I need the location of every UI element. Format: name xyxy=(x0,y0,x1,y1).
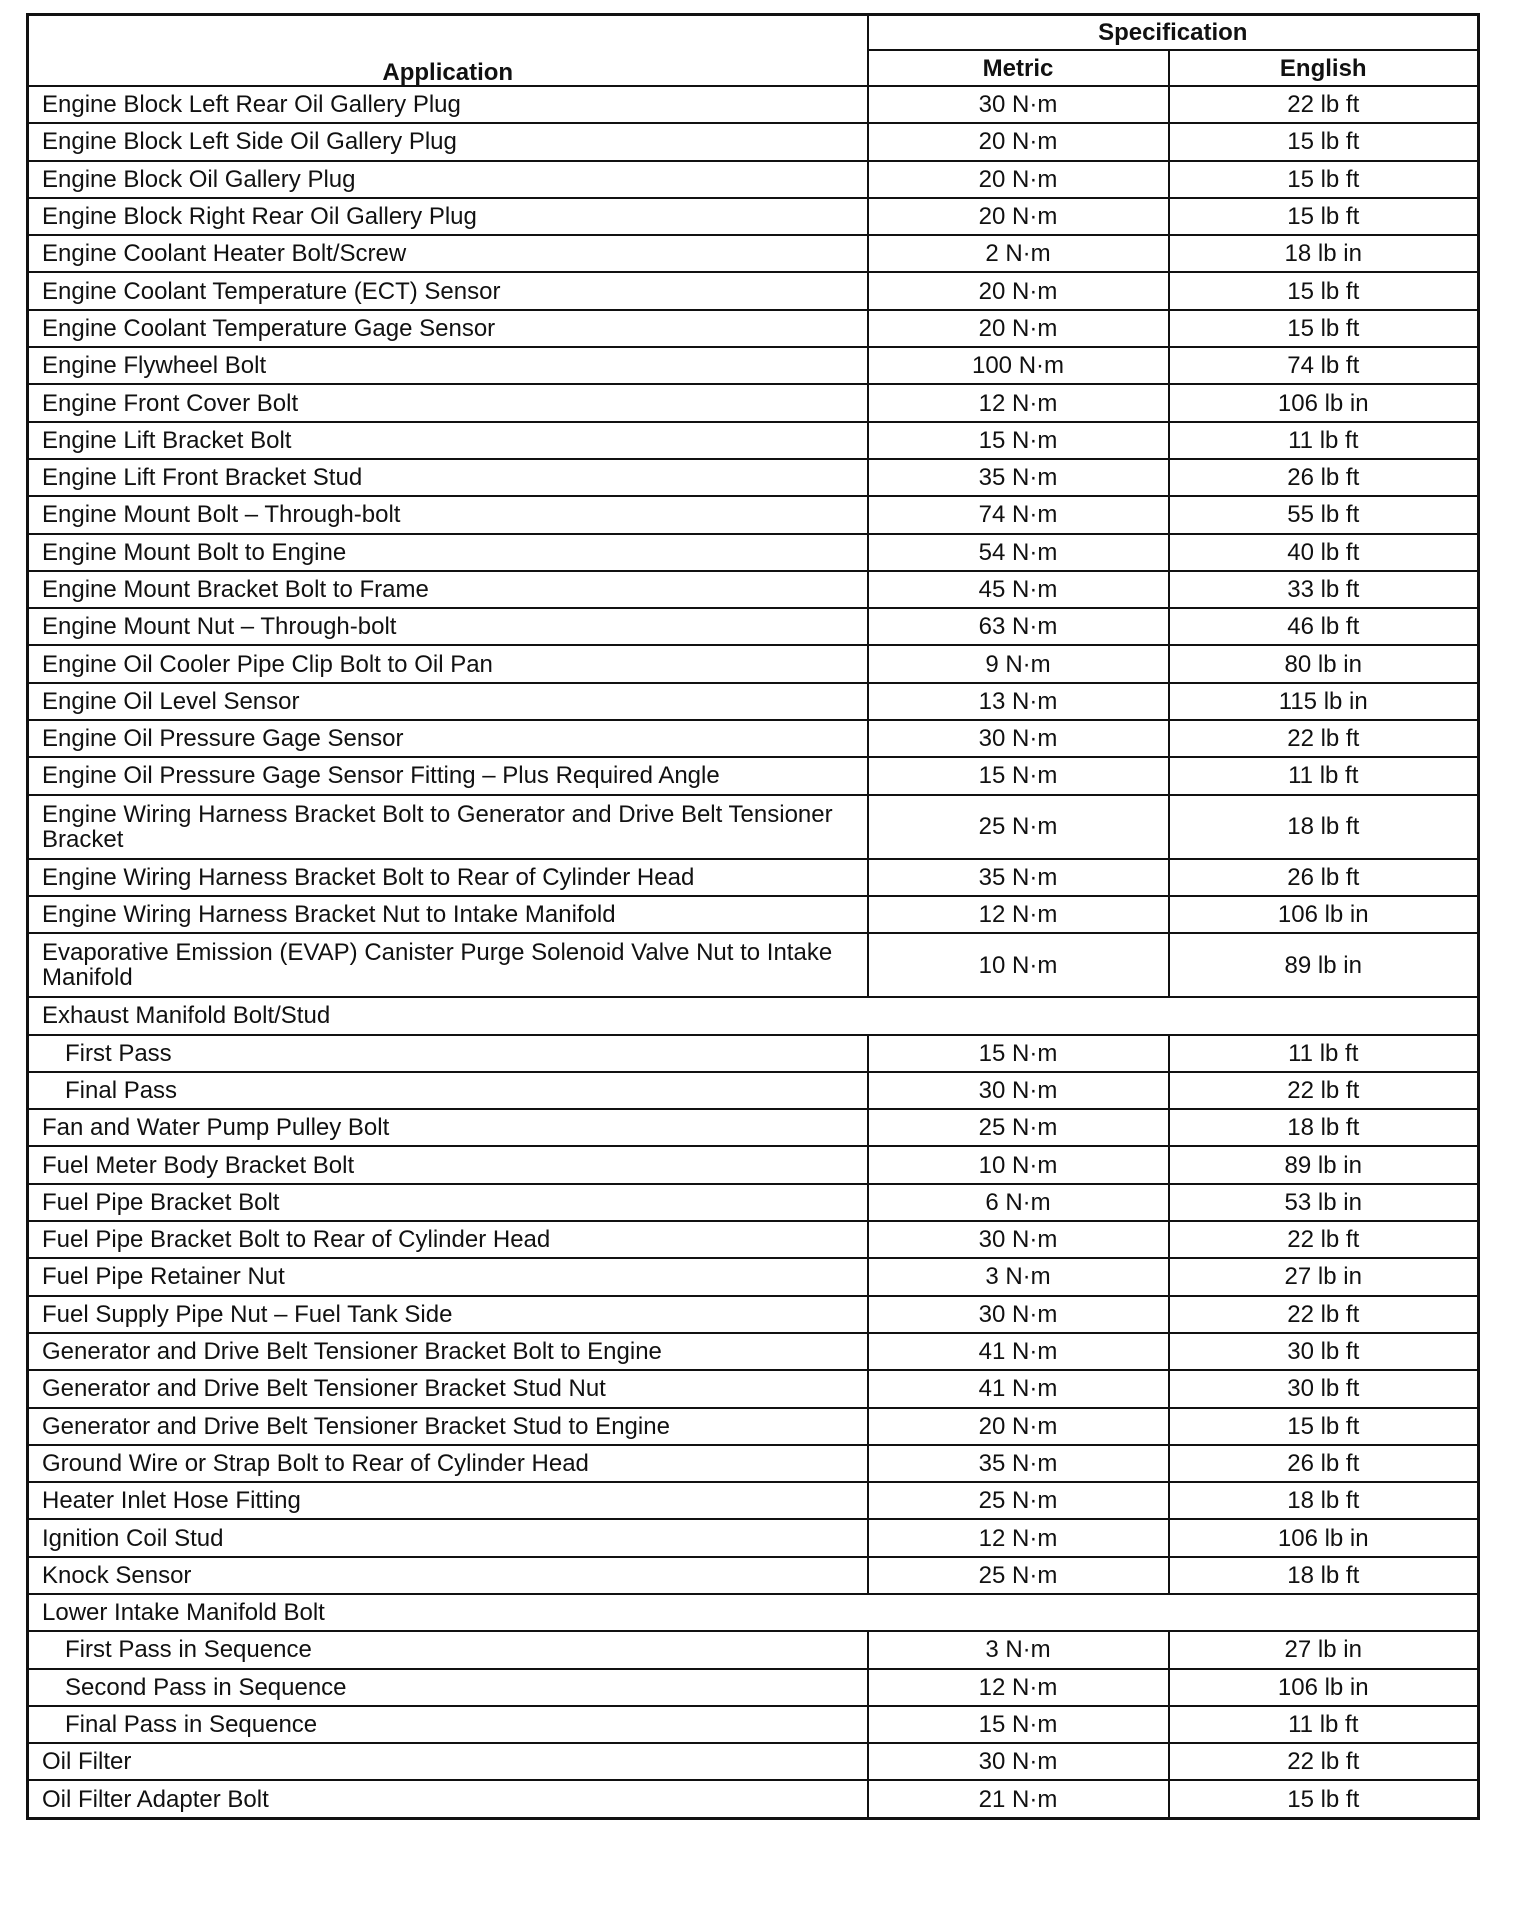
english-cell: 15 lb ft xyxy=(1169,272,1479,309)
metric-cell: 35 N·m xyxy=(868,1445,1169,1482)
table-row xyxy=(28,859,1479,896)
metric-cell: 41 N·m xyxy=(868,1333,1169,1370)
table-row xyxy=(28,1557,1479,1594)
group-heading-cell: Exhaust Manifold Bolt/Stud xyxy=(28,997,1479,1034)
english-cell: 11 lb ft xyxy=(1169,757,1479,794)
table-row xyxy=(28,608,1479,645)
table-row xyxy=(28,757,1479,794)
column-header-application: Application xyxy=(28,15,868,87)
english-cell: 18 lb ft xyxy=(1169,1557,1479,1594)
table-row xyxy=(28,1706,1479,1743)
metric-cell: 15 N·m xyxy=(868,422,1169,459)
table-row xyxy=(28,1296,1479,1333)
column-header-metric: Metric xyxy=(868,50,1169,86)
application-cell: Fuel Pipe Bracket Bolt to Rear of Cylinder Head xyxy=(28,1221,868,1258)
english-cell: 53 lb in xyxy=(1169,1184,1479,1221)
application-cell: Engine Oil Pressure Gage Sensor xyxy=(28,720,868,757)
english-cell: 15 lb ft xyxy=(1169,1780,1479,1818)
application-cell: Engine Oil Pressure Gage Sensor Fitting – Plus Required Angle xyxy=(28,757,868,794)
english-cell: 18 lb ft xyxy=(1169,1109,1479,1146)
application-cell: Engine Flywheel Bolt xyxy=(28,347,868,384)
metric-cell: 20 N·m xyxy=(868,123,1169,160)
metric-cell: 10 N·m xyxy=(868,1146,1169,1183)
application-cell: Engine Wiring Harness Bracket Bolt to Rear of Cylinder Head xyxy=(28,859,868,896)
application-cell: Evaporative Emission (EVAP) Canister Purge Solenoid Valve Nut to Intake Manifold xyxy=(28,933,868,997)
application-cell: Oil Filter xyxy=(28,1743,868,1780)
application-cell: Fan and Water Pump Pulley Bolt xyxy=(28,1109,868,1146)
application-cell: Engine Lift Front Bracket Stud xyxy=(28,459,868,496)
application-cell: Engine Block Left Side Oil Gallery Plug xyxy=(28,123,868,160)
english-cell: 106 lb in xyxy=(1169,896,1479,933)
table-row xyxy=(28,645,1479,682)
application-cell: Ignition Coil Stud xyxy=(28,1519,868,1556)
table-row xyxy=(28,235,1479,272)
application-cell: Fuel Supply Pipe Nut – Fuel Tank Side xyxy=(28,1296,868,1333)
metric-cell: 25 N·m xyxy=(868,1557,1169,1594)
metric-cell: 20 N·m xyxy=(868,310,1169,347)
torque-spec-table xyxy=(26,13,1480,1820)
application-cell: Engine Front Cover Bolt xyxy=(28,384,868,421)
metric-cell: 3 N·m xyxy=(868,1258,1169,1295)
table-row xyxy=(28,86,1479,123)
metric-cell: 3 N·m xyxy=(868,1631,1169,1668)
table-row xyxy=(28,1109,1479,1146)
application-cell: Engine Oil Level Sensor xyxy=(28,683,868,720)
application-cell: Final Pass xyxy=(28,1072,868,1109)
english-cell: 15 lb ft xyxy=(1169,123,1479,160)
english-cell: 106 lb in xyxy=(1169,1669,1479,1706)
application-cell: First Pass in Sequence xyxy=(28,1631,868,1668)
table-row xyxy=(28,496,1479,533)
english-cell: 18 lb ft xyxy=(1169,1482,1479,1519)
metric-cell: 35 N·m xyxy=(868,459,1169,496)
metric-cell: 9 N·m xyxy=(868,645,1169,682)
english-cell: 15 lb ft xyxy=(1169,161,1479,198)
english-cell: 33 lb ft xyxy=(1169,571,1479,608)
metric-cell: 20 N·m xyxy=(868,1408,1169,1445)
metric-cell: 20 N·m xyxy=(868,272,1169,309)
table-row xyxy=(28,1669,1479,1706)
application-cell: Heater Inlet Hose Fitting xyxy=(28,1482,868,1519)
metric-cell: 30 N·m xyxy=(868,1743,1169,1780)
table-row xyxy=(28,795,1479,859)
table-row xyxy=(28,422,1479,459)
application-cell: Engine Mount Bracket Bolt to Frame xyxy=(28,571,868,608)
application-cell: Fuel Pipe Retainer Nut xyxy=(28,1258,868,1295)
application-cell: Engine Mount Bolt to Engine xyxy=(28,534,868,571)
application-cell: Engine Block Left Rear Oil Gallery Plug xyxy=(28,86,868,123)
table-row xyxy=(28,1519,1479,1556)
application-cell: Generator and Drive Belt Tensioner Bracket Stud to Engine xyxy=(28,1408,868,1445)
table-row xyxy=(28,123,1479,160)
english-cell: 40 lb ft xyxy=(1169,534,1479,571)
english-cell: 22 lb ft xyxy=(1169,1072,1479,1109)
application-cell: Engine Coolant Temperature Gage Sensor xyxy=(28,310,868,347)
english-cell: 30 lb ft xyxy=(1169,1370,1479,1407)
metric-cell: 41 N·m xyxy=(868,1370,1169,1407)
metric-cell: 30 N·m xyxy=(868,1296,1169,1333)
english-cell: 74 lb ft xyxy=(1169,347,1479,384)
english-cell: 22 lb ft xyxy=(1169,1221,1479,1258)
english-cell: 15 lb ft xyxy=(1169,1408,1479,1445)
metric-cell: 25 N·m xyxy=(868,1109,1169,1146)
metric-cell: 20 N·m xyxy=(868,198,1169,235)
english-cell: 15 lb ft xyxy=(1169,198,1479,235)
application-cell: Fuel Meter Body Bracket Bolt xyxy=(28,1146,868,1183)
english-cell: 106 lb in xyxy=(1169,1519,1479,1556)
application-cell: Ground Wire or Strap Bolt to Rear of Cylinder Head xyxy=(28,1445,868,1482)
table-row xyxy=(28,1072,1479,1109)
application-cell: Engine Coolant Heater Bolt/Screw xyxy=(28,235,868,272)
group-row xyxy=(28,997,1479,1034)
table-row xyxy=(28,933,1479,997)
application-cell: Engine Lift Bracket Bolt xyxy=(28,422,868,459)
application-cell: First Pass xyxy=(28,1035,868,1072)
table-row xyxy=(28,534,1479,571)
table-row xyxy=(28,459,1479,496)
metric-cell: 30 N·m xyxy=(868,1221,1169,1258)
table-row xyxy=(28,1333,1479,1370)
metric-cell: 25 N·m xyxy=(868,795,1169,859)
metric-cell: 54 N·m xyxy=(868,534,1169,571)
english-cell: 22 lb ft xyxy=(1169,720,1479,757)
english-cell: 30 lb ft xyxy=(1169,1333,1479,1370)
table-row xyxy=(28,310,1479,347)
english-cell: 27 lb in xyxy=(1169,1258,1479,1295)
metric-cell: 45 N·m xyxy=(868,571,1169,608)
metric-cell: 74 N·m xyxy=(868,496,1169,533)
metric-cell: 12 N·m xyxy=(868,384,1169,421)
english-cell: 18 lb ft xyxy=(1169,795,1479,859)
application-cell: Fuel Pipe Bracket Bolt xyxy=(28,1184,868,1221)
metric-cell: 6 N·m xyxy=(868,1184,1169,1221)
english-cell: 89 lb in xyxy=(1169,1146,1479,1183)
application-cell: Engine Coolant Temperature (ECT) Sensor xyxy=(28,272,868,309)
table-row xyxy=(28,384,1479,421)
metric-cell: 15 N·m xyxy=(868,757,1169,794)
english-cell: 22 lb ft xyxy=(1169,1296,1479,1333)
application-cell: Engine Mount Bolt – Through-bolt xyxy=(28,496,868,533)
table-row xyxy=(28,1482,1479,1519)
table-row xyxy=(28,198,1479,235)
table-row xyxy=(28,1184,1479,1221)
metric-cell: 30 N·m xyxy=(868,86,1169,123)
english-cell: 80 lb in xyxy=(1169,645,1479,682)
metric-cell: 2 N·m xyxy=(868,235,1169,272)
english-cell: 18 lb in xyxy=(1169,235,1479,272)
metric-cell: 12 N·m xyxy=(868,1669,1169,1706)
application-cell: Engine Oil Cooler Pipe Clip Bolt to Oil Pan xyxy=(28,645,868,682)
application-cell: Final Pass in Sequence xyxy=(28,1706,868,1743)
english-cell: 22 lb ft xyxy=(1169,1743,1479,1780)
table-row xyxy=(28,1258,1479,1295)
table-row xyxy=(28,1035,1479,1072)
english-cell: 22 lb ft xyxy=(1169,86,1479,123)
english-cell: 11 lb ft xyxy=(1169,1035,1479,1072)
metric-cell: 30 N·m xyxy=(868,1072,1169,1109)
metric-cell: 63 N·m xyxy=(868,608,1169,645)
english-cell: 89 lb in xyxy=(1169,933,1479,997)
column-header-english: English xyxy=(1169,50,1479,86)
english-cell: 11 lb ft xyxy=(1169,422,1479,459)
table-row xyxy=(28,1445,1479,1482)
english-cell: 55 lb ft xyxy=(1169,496,1479,533)
application-cell: Engine Mount Nut – Through-bolt xyxy=(28,608,868,645)
table-row xyxy=(28,1221,1479,1258)
table-row xyxy=(28,161,1479,198)
table-row xyxy=(28,1370,1479,1407)
table-row xyxy=(28,683,1479,720)
group-row xyxy=(28,1594,1479,1631)
table-row xyxy=(28,571,1479,608)
english-cell: 26 lb ft xyxy=(1169,459,1479,496)
metric-cell: 100 N·m xyxy=(868,347,1169,384)
english-cell: 115 lb in xyxy=(1169,683,1479,720)
application-cell: Knock Sensor xyxy=(28,1557,868,1594)
metric-cell: 35 N·m xyxy=(868,859,1169,896)
table-header xyxy=(28,15,1479,87)
application-cell: Oil Filter Adapter Bolt xyxy=(28,1780,868,1818)
metric-cell: 21 N·m xyxy=(868,1780,1169,1818)
application-cell: Second Pass in Sequence xyxy=(28,1669,868,1706)
english-cell: 11 lb ft xyxy=(1169,1706,1479,1743)
metric-cell: 12 N·m xyxy=(868,1519,1169,1556)
english-cell: 106 lb in xyxy=(1169,384,1479,421)
metric-cell: 10 N·m xyxy=(868,933,1169,997)
table-row xyxy=(28,720,1479,757)
table-row xyxy=(28,347,1479,384)
table-row xyxy=(28,896,1479,933)
group-heading-cell: Lower Intake Manifold Bolt xyxy=(28,1594,1479,1631)
application-cell: Generator and Drive Belt Tensioner Bracket Bolt to Engine xyxy=(28,1333,868,1370)
table-row xyxy=(28,1631,1479,1668)
column-header-specification: Specification xyxy=(868,15,1479,51)
table-row xyxy=(28,1146,1479,1183)
english-cell: 46 lb ft xyxy=(1169,608,1479,645)
english-cell: 26 lb ft xyxy=(1169,1445,1479,1482)
table-row xyxy=(28,1743,1479,1780)
table-row xyxy=(28,1780,1479,1818)
application-cell: Generator and Drive Belt Tensioner Bracket Stud Nut xyxy=(28,1370,868,1407)
english-cell: 27 lb in xyxy=(1169,1631,1479,1668)
metric-cell: 15 N·m xyxy=(868,1035,1169,1072)
application-cell: Engine Block Oil Gallery Plug xyxy=(28,161,868,198)
metric-cell: 30 N·m xyxy=(868,720,1169,757)
metric-cell: 20 N·m xyxy=(868,161,1169,198)
metric-cell: 25 N·m xyxy=(868,1482,1169,1519)
metric-cell: 15 N·m xyxy=(868,1706,1169,1743)
application-cell: Engine Block Right Rear Oil Gallery Plug xyxy=(28,198,868,235)
application-cell: Engine Wiring Harness Bracket Bolt to Generator and Drive Belt Tensioner Bracket xyxy=(28,795,868,859)
metric-cell: 12 N·m xyxy=(868,896,1169,933)
table-row xyxy=(28,272,1479,309)
metric-cell: 13 N·m xyxy=(868,683,1169,720)
application-cell: Engine Wiring Harness Bracket Nut to Intake Manifold xyxy=(28,896,868,933)
table-row xyxy=(28,1408,1479,1445)
english-cell: 26 lb ft xyxy=(1169,859,1479,896)
english-cell: 15 lb ft xyxy=(1169,310,1479,347)
